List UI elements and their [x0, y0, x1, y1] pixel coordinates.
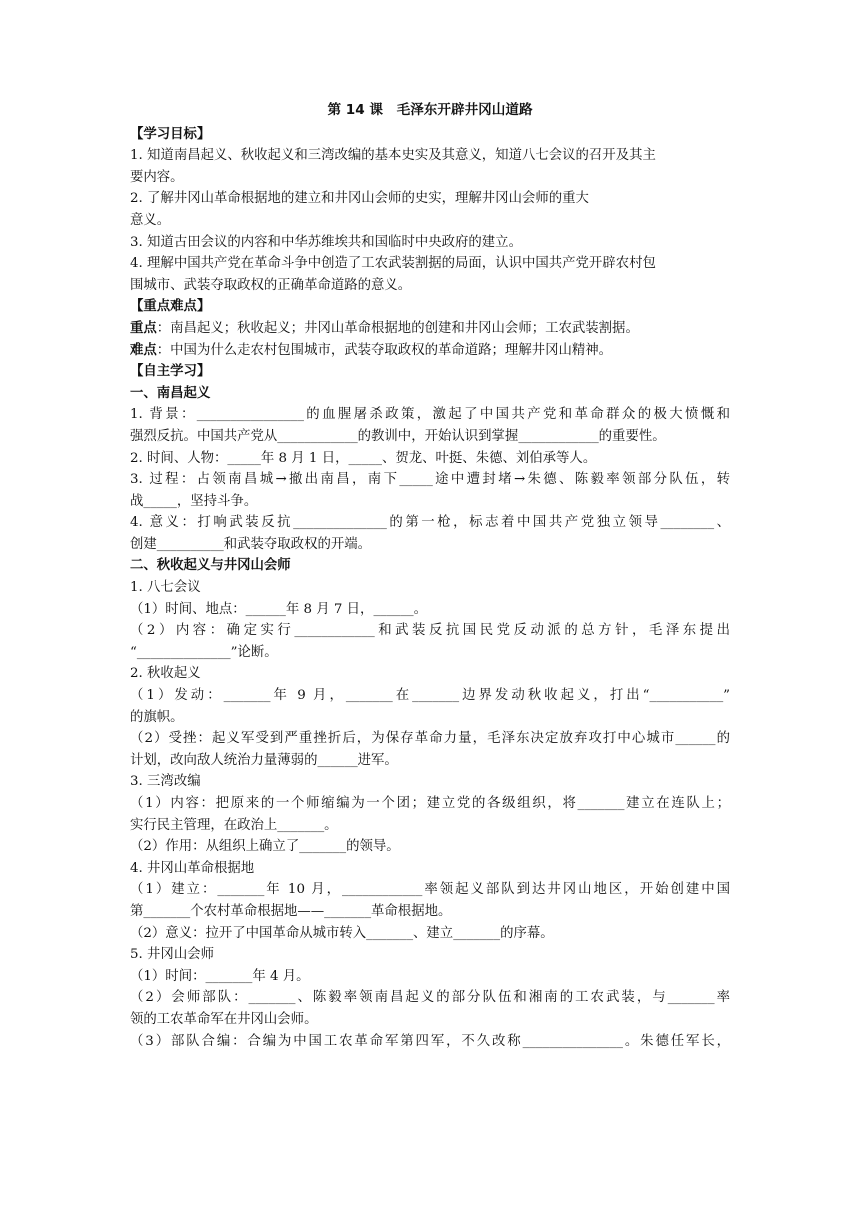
text-line: 战_____，坚持斗争。	[130, 493, 258, 509]
line-label: 难点	[130, 342, 157, 358]
text-line: （2）意义：拉开了中国革命从城市转入_______、建立_______的序幕。	[130, 925, 554, 941]
document-page	[130, 100, 730, 1052]
text-line: 的旗帜。	[130, 709, 184, 725]
text-line: （2）作用：从组织上确立了_______的领导。	[130, 839, 400, 855]
text-line: 强烈反抗。中国共产党从____________的教训中，开始认识到掌握____________的重要性。	[130, 428, 666, 444]
section-heading: 【重点难点】	[130, 299, 211, 315]
section-heading: 【自主学习】	[130, 364, 211, 380]
text-line	[130, 340, 730, 362]
text-line: （1）时间、地点：______年 8 月 7 日，______。	[130, 601, 428, 617]
lesson-title: 第 14 课 毛泽东开辟井冈山道路	[327, 102, 533, 118]
text-line: 2. 了解井冈山革命根据地的建立和井冈山会师的史实，理解井冈山会师的重大	[130, 191, 589, 207]
document-body	[130, 124, 730, 1053]
text-line: 第_______个农村革命根据地——_______革命根据地。	[130, 903, 452, 919]
text-line: 5. 井冈山会师	[130, 947, 214, 963]
text-line: 1. 八七会议	[130, 580, 201, 596]
text-line: （1）建立：_______年 10 月，____________率领起义部队到达井冈山地区，开始创建中国	[130, 882, 730, 898]
text-line: （2）会师部队：_______、陈毅率领南昌起义的部分队伍和湘南的工农武装，与_______率	[130, 990, 730, 1006]
text-line: “______________”论断。	[130, 644, 278, 660]
section-heading: 一、南昌起义	[130, 385, 211, 401]
text-line: 4. 井冈山革命根据地	[130, 860, 255, 876]
text-line: （2）受挫：起义军受到严重挫折后，为保存革命力量，毛泽东决定放弃攻打中心城市______的	[130, 731, 730, 747]
text-line: （2）内容：确定实行____________和武装反抗国民党反动派的总方针，毛泽东提出	[130, 623, 730, 639]
text-line: 1. 知道南昌起义、秋收起义和三湾改编的基本史实及其意义，知道八七会议的召开及其主	[130, 148, 656, 164]
text-line: （3）部队合编：合编为中国工农革命军第四军，不久改称_______________。朱德任军长，	[130, 1033, 730, 1049]
text-line: 创建__________和武装夺取政权的开端。	[130, 536, 372, 552]
text-line	[130, 318, 730, 340]
text-line: 3. 三湾改编	[130, 774, 201, 790]
text-line: 3. 过程：占领南昌城→撤出南昌，南下_____途中遭封堵→朱德、陈毅率领部分队伍，转	[130, 472, 730, 488]
line-text: ：南昌起义；秋收起义；井冈山革命根据地的创建和井冈山会师；工农武装割据。	[156, 320, 639, 336]
text-line: 2. 秋收起义	[130, 666, 201, 682]
text-line: 4. 理解中国共产党在革命斗争中创造了工农武装割据的局面，认识中国共产党开辟农村包	[130, 256, 656, 272]
text-line: （1）时间：_______年 4 月。	[130, 968, 310, 984]
text-line: 实行民主管理，在政治上_______。	[130, 817, 338, 833]
text-line: （1）内容：把原来的一个师缩编为一个团；建立党的各级组织，将_______建立在连队上；	[130, 796, 730, 811]
text-line: （1）发动：_______年 9 月，_______在_______边界发动秋收起义，打出“___________”	[130, 688, 730, 704]
text-line: 领的工农革命军在井冈山会师。	[130, 1011, 318, 1027]
text-line: 4. 意义：打响武装反抗______________的第一枪，标志着中国共产党独立领导________、	[130, 515, 730, 531]
text-line: 2. 时间、人物：_____年 8 月 1 日，_____、贺龙、叶挺、朱德、刘伯承等人。	[130, 450, 597, 466]
text-line: 1. 背景：________________的血腥屠杀政策，激起了中国共产党和革命群众的极大愤慨和	[130, 407, 730, 423]
text-line: 意义。	[130, 212, 171, 228]
text-line: 3. 知道古田会议的内容和中华苏维埃共和国临时中央政府的建立。	[130, 234, 522, 250]
section-heading: 【学习目标】	[130, 126, 211, 142]
text-line: 围城市、武装夺取政权的正确革命道路的意义。	[130, 277, 412, 293]
text-line: 要内容。	[130, 169, 184, 185]
section-heading: 二、秋收起义与井冈山会师	[130, 558, 291, 574]
text-line: 计划，改向敌人统治力量薄弱的______进军。	[130, 752, 398, 768]
line-text: ：中国为什么走农村包围城市，武装夺取政权的革命道路；理解井冈山精神。	[156, 342, 613, 358]
line-label: 重点	[130, 320, 157, 336]
